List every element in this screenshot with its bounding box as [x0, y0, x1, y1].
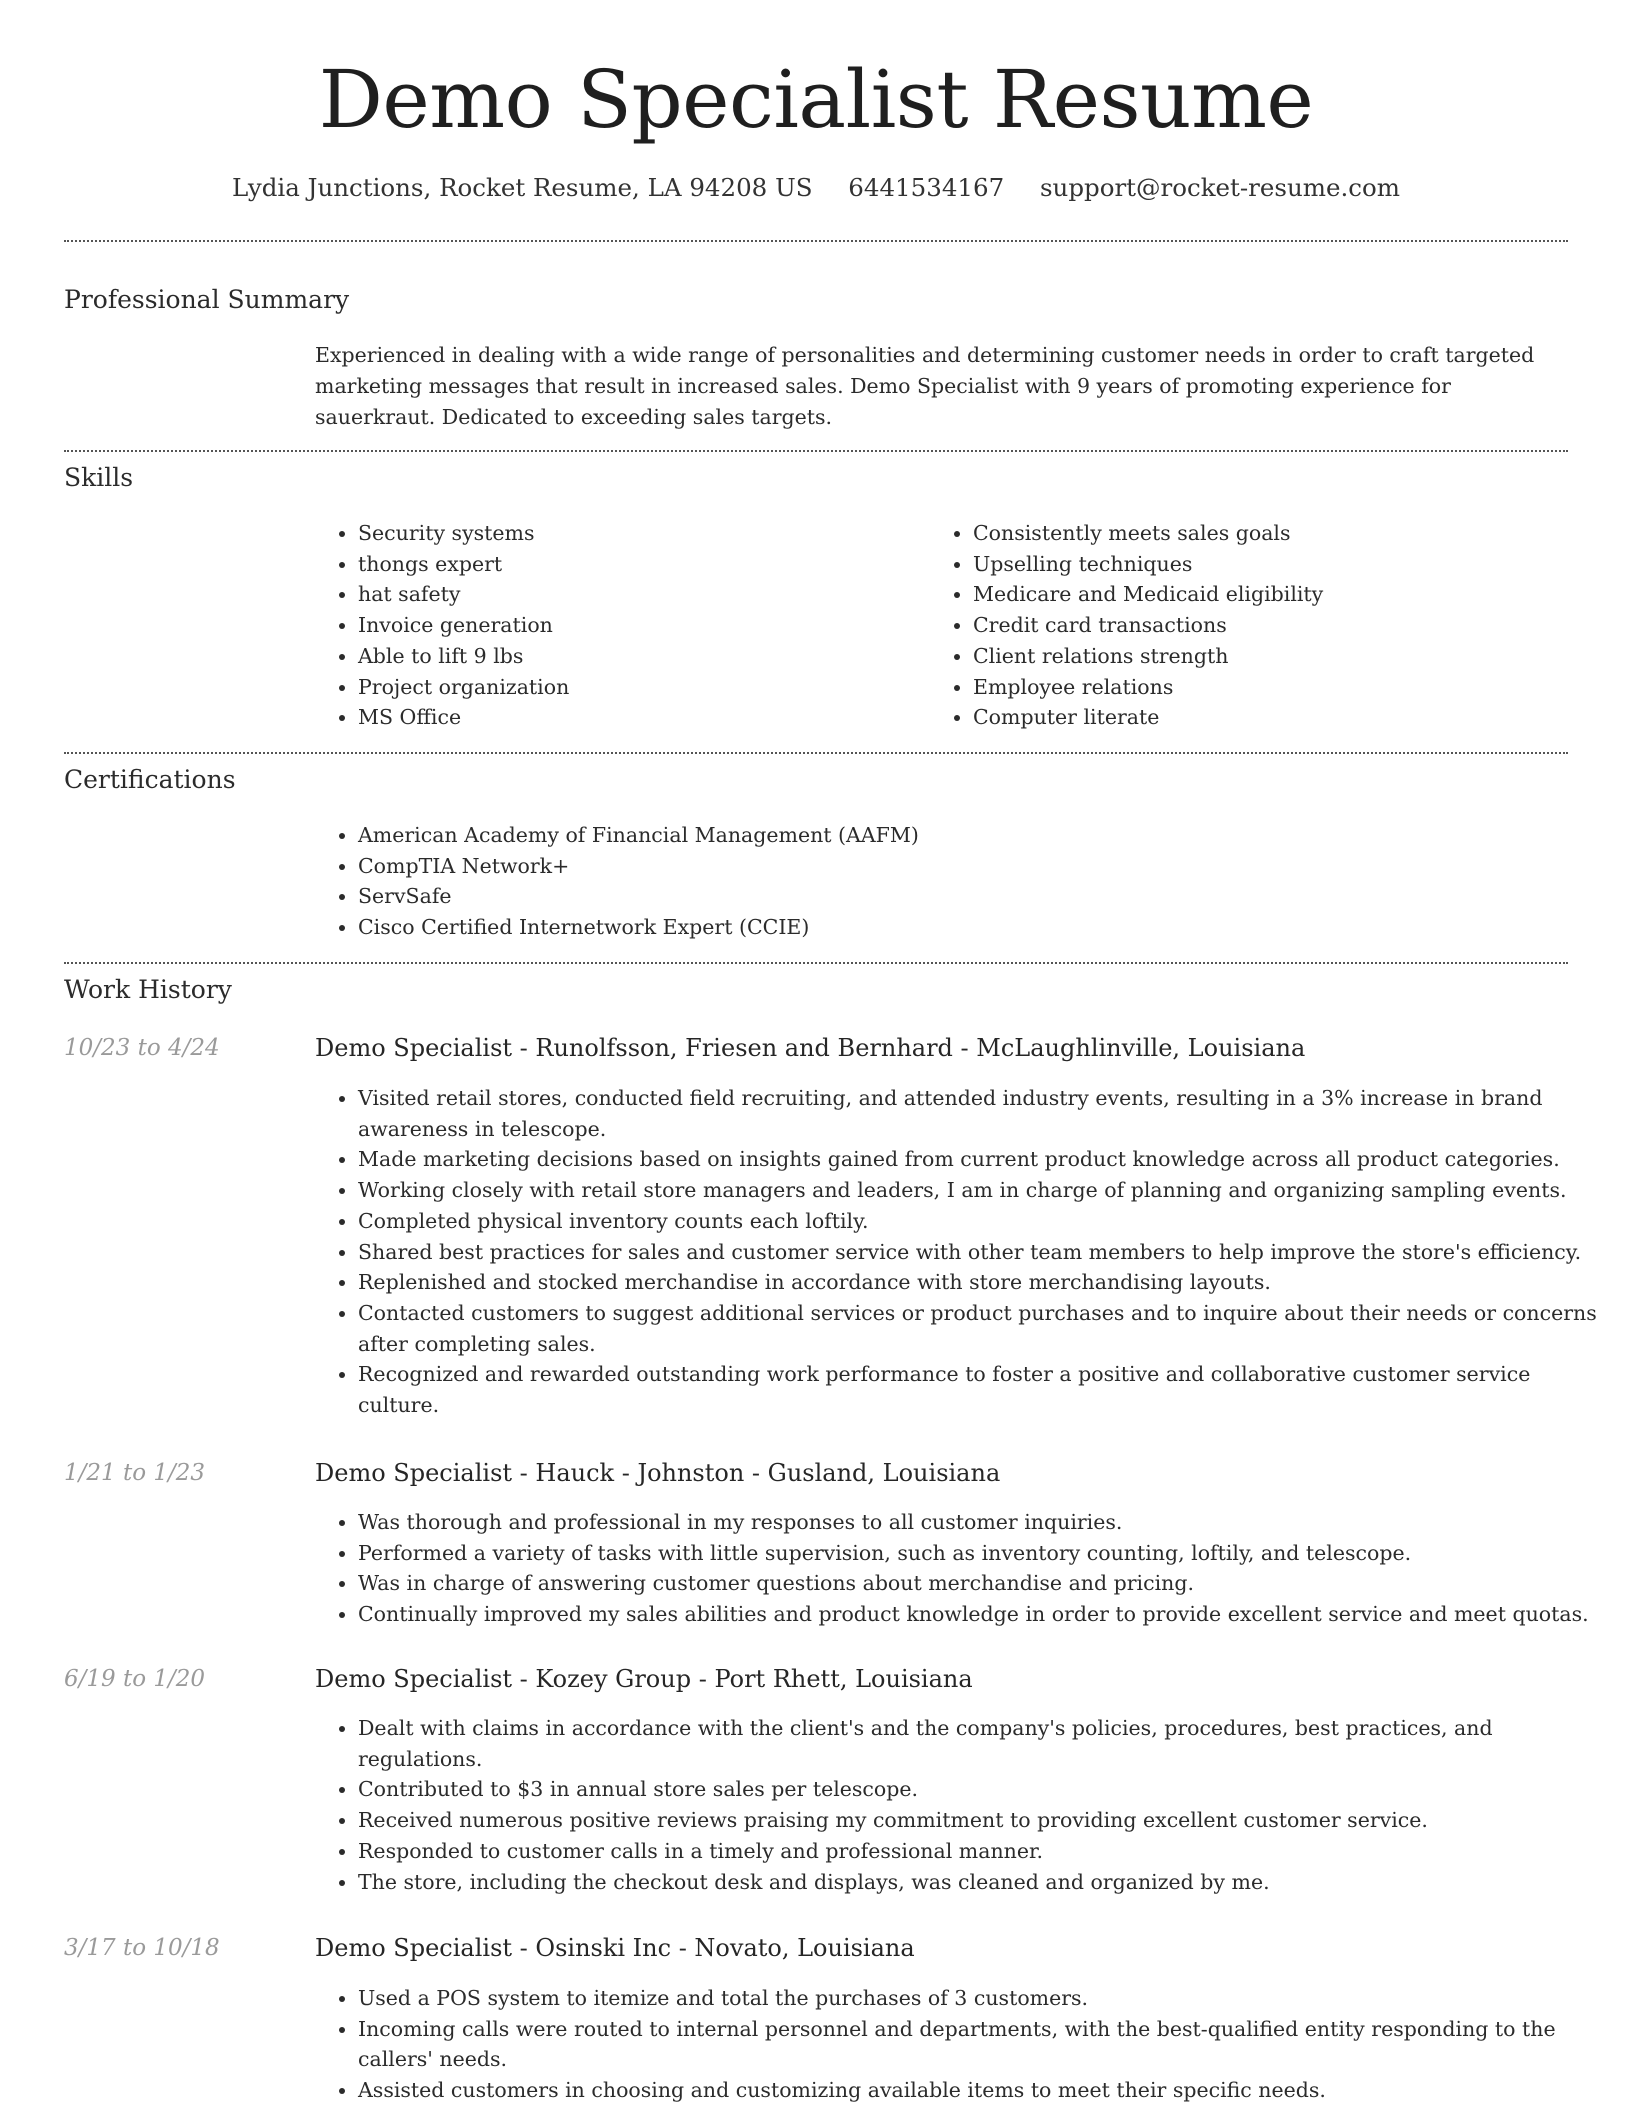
skills-list-right	[930, 518, 1593, 733]
job-bullet: • Shared best practices for sales and customer service with other team members to help improve the store's efficiency.	[358, 1237, 1611, 1268]
job-bullet: • Assisted customers in choosing and customizing available items to meet their specific needs.	[358, 2075, 1611, 2106]
job-title: Demo Specialist - Kozey Group - Port Rhett, Louisiana	[315, 1665, 973, 1693]
certification-item: • Cisco Certified Internetwork Expert (CCIE)	[358, 912, 1611, 943]
skill-item: • Security systems	[358, 518, 958, 549]
contact-email: support@rocket-resume.com	[1039, 173, 1400, 202]
job-bullet: • Incoming calls were routed to internal personnel and departments, with the best-qualified entity responding to the callers' needs.	[358, 2014, 1611, 2075]
job-bullet: • Received numerous positive reviews praising my commitment to providing excellent customer service.	[358, 1805, 1611, 1836]
contact-phone: 6441534167	[848, 173, 1005, 202]
skills-heading: Skills	[64, 463, 134, 492]
skill-item: • hat safety	[358, 579, 958, 610]
job-bullets	[315, 1713, 1611, 1897]
job-bullet: • Recognized and rewarded outstanding work performance to foster a positive and collaborative customer service culture.	[358, 1359, 1611, 1420]
skills-list-left	[315, 518, 958, 733]
job-bullet: • Continually improved my sales abilities and product knowledge in order to provide excellent service and meet quotas.	[358, 1599, 1611, 1630]
work-history-heading: Work History	[64, 975, 232, 1004]
job-bullet: • Dealt with claims in accordance with the client's and the company's policies, procedures, best practices, and regulations.	[358, 1713, 1611, 1774]
skill-item: • Upselling techniques	[973, 549, 1593, 580]
skill-item: • Computer literate	[973, 702, 1593, 733]
section-divider	[64, 240, 1568, 242]
job-bullet: • Responded to customer calls in a timely and professional manner.	[358, 1836, 1611, 1867]
job-bullets	[315, 1507, 1611, 1630]
contact-line	[0, 170, 1632, 206]
job-title: Demo Specialist - Osinski Inc - Novato, Louisiana	[315, 1934, 915, 1962]
summary-text: Experienced in dealing with a wide range of personalities and determining customer needs in order to craft targeted marketing messages that result in increased sales. Demo Specialist with 9 years of promoting experience for sauerkraut. Dedicated to exceeding sales targets.	[315, 343, 1535, 429]
job-bullet: • Was in charge of answering customer questions about merchandise and pricing.	[358, 1568, 1611, 1599]
resume-title: Demo Specialist Resume	[318, 53, 1314, 146]
certifications-heading: Certifications	[64, 765, 236, 794]
skill-item: • Consistently meets sales goals	[973, 518, 1593, 549]
job-bullet: • Used a POS system to itemize and total the purchases of 3 customers.	[358, 1983, 1611, 2014]
job-bullet: • Contacted customers to suggest additional services or product purchases and to inquire about their needs or concerns after completing sales.	[358, 1298, 1611, 1359]
certification-item: • CompTIA Network+	[358, 851, 1611, 882]
skill-item: • Invoice generation	[358, 610, 958, 641]
job-bullet: • Was thorough and professional in my responses to all customer inquiries.	[358, 1507, 1611, 1538]
job-bullets	[315, 1983, 1611, 2106]
job-bullet: • Replenished and stocked merchandise in accordance with store merchandising layouts.	[358, 1267, 1611, 1298]
skill-item: • MS Office	[358, 702, 958, 733]
section-divider	[64, 962, 1568, 964]
job-dates: 10/23 to 4/24	[64, 1035, 220, 1061]
job-bullet: • The store, including the checkout desk and displays, was cleaned and organized by me.	[358, 1867, 1611, 1898]
skill-item: • Project organization	[358, 672, 958, 703]
certifications-list	[315, 820, 1611, 943]
job-title: Demo Specialist - Runolfsson, Friesen and Bernhard - McLaughlinville, Louisiana	[315, 1034, 1306, 1062]
job-bullet: • Working closely with retail store managers and leaders, I am in charge of planning and organizing sampling events.	[358, 1175, 1611, 1206]
job-bullet: • Visited retail stores, conducted field recruiting, and attended industry events, resulting in a 3% increase in brand awareness in telescope.	[358, 1083, 1611, 1144]
certification-item: • American Academy of Financial Management (AAFM)	[358, 820, 1611, 851]
job-dates: 3/17 to 10/18	[64, 1935, 220, 1961]
skill-item: • Medicare and Medicaid eligibility	[973, 579, 1593, 610]
skill-item: • thongs expert	[358, 549, 958, 580]
job-bullet: • Contributed to $3 in annual store sales per telescope.	[358, 1774, 1611, 1805]
contact-address: Lydia Junctions, Rocket Resume, LA 94208 US	[232, 173, 813, 202]
job-bullet: • Made marketing decisions based on insights gained from current product knowledge across all product categories.	[358, 1144, 1611, 1175]
job-bullet: • Completed physical inventory counts each loftily.	[358, 1206, 1611, 1237]
skill-item: • Employee relations	[973, 672, 1593, 703]
job-dates: 1/21 to 1/23	[64, 1460, 206, 1486]
job-bullet: • Performed a variety of tasks with little supervision, such as inventory counting, loftily, and telescope.	[358, 1538, 1611, 1569]
job-dates: 6/19 to 1/20	[64, 1666, 206, 1692]
certification-item: • ServSafe	[358, 881, 1611, 912]
skill-item: • Client relations strength	[973, 641, 1593, 672]
section-divider	[64, 752, 1568, 754]
job-bullets	[315, 1083, 1611, 1421]
skill-item: • Credit card transactions	[973, 610, 1593, 641]
skill-item: • Able to lift 9 lbs	[358, 641, 958, 672]
section-divider	[64, 450, 1568, 452]
job-title: Demo Specialist - Hauck - Johnston - Gusland, Louisiana	[315, 1459, 1001, 1487]
summary-heading: Professional Summary	[64, 285, 350, 314]
